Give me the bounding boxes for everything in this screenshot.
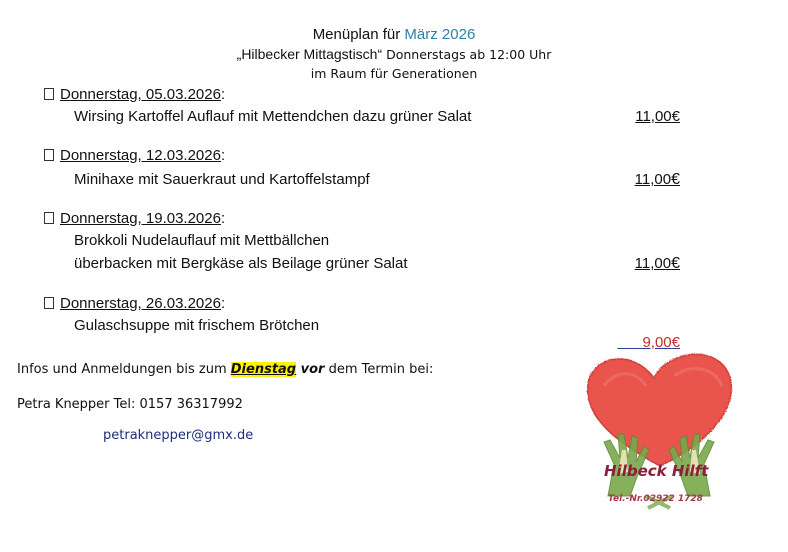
menu-date-1 <box>44 86 225 103</box>
menu-dish-4: Gulaschsuppe mit frischem Brötchen <box>74 317 320 334</box>
price-value: 11,00 <box>635 108 672 125</box>
info-line <box>17 362 433 377</box>
price-currency: € <box>671 255 680 272</box>
checkbox-icon <box>44 297 54 309</box>
menu-date-text: Donnerstag, 19.03.2026 <box>60 210 221 227</box>
email-link[interactable]: petraknepper@gmx.de <box>103 428 254 443</box>
menu-date-2 <box>44 147 225 164</box>
page-title <box>0 26 788 43</box>
logo-tel: Tel.-Nr.02922 1728 <box>608 494 703 504</box>
price-currency: € <box>671 334 680 351</box>
menu-dish-1: Wirsing Kartoffel Auflauf mit Mettendchen dazu grüner Salat <box>74 108 472 125</box>
subtitle-schedule: Donnerstags ab 12:00 Uhr <box>382 47 552 62</box>
menu-dish-3-line-2: überbacken mit Bergkäse als Beilage grüner Salat <box>74 255 408 272</box>
checkbox-icon <box>44 149 54 161</box>
contact-line: Petra Knepper Tel: 0157 36317992 <box>17 397 243 412</box>
menu-date-colon: : <box>220 210 226 227</box>
price-value: 9,00 <box>625 334 672 351</box>
title-month: März 2026 <box>404 26 476 43</box>
info-text-before: Infos und Anmeldungen bis zum <box>17 362 231 377</box>
menu-dish-2: Minihaxe mit Sauerkraut und Kartoffelstampf <box>74 171 370 188</box>
menu-dish-3-line-1: Brokkoli Nudelauflauf mit Mettbällchen <box>74 232 330 249</box>
subtitle <box>0 46 788 62</box>
checkbox-icon <box>44 88 54 100</box>
deadline-day-highlight: Dienstag <box>230 362 297 377</box>
price-currency: € <box>671 171 680 188</box>
menu-date-text: Donnerstag, 26.03.2026 <box>60 295 221 312</box>
checkbox-icon <box>44 212 54 224</box>
menu-price-1 <box>600 108 680 125</box>
location: im Raum für Generationen <box>310 66 478 81</box>
price-value: 11,00 <box>634 255 672 272</box>
menu-date-3 <box>44 210 225 227</box>
menu-date-text: Donnerstag, 05.03.2026 <box>60 86 221 103</box>
menu-date-4 <box>44 295 225 312</box>
menu-price-2 <box>600 171 680 189</box>
price-currency: € <box>671 108 680 125</box>
menu-price-3 <box>600 255 680 273</box>
deadline-before-word: vor <box>296 362 325 377</box>
menu-date-colon: : <box>220 295 226 312</box>
menu-date-colon: : <box>220 147 226 164</box>
menu-date-colon: : <box>220 86 226 103</box>
logo-name: Hilbeck Hilft <box>604 462 709 480</box>
subtitle-name: „Hilbecker Mittagstisch“ <box>236 46 383 62</box>
price-value: 11,00 <box>634 171 672 188</box>
info-text-after: dem Termin bei: <box>324 362 434 377</box>
heart-hands-icon <box>574 346 744 510</box>
menu-date-text: Donnerstag, 12.03.2026 <box>60 147 221 164</box>
title-prefix: Menüplan für <box>312 26 405 43</box>
